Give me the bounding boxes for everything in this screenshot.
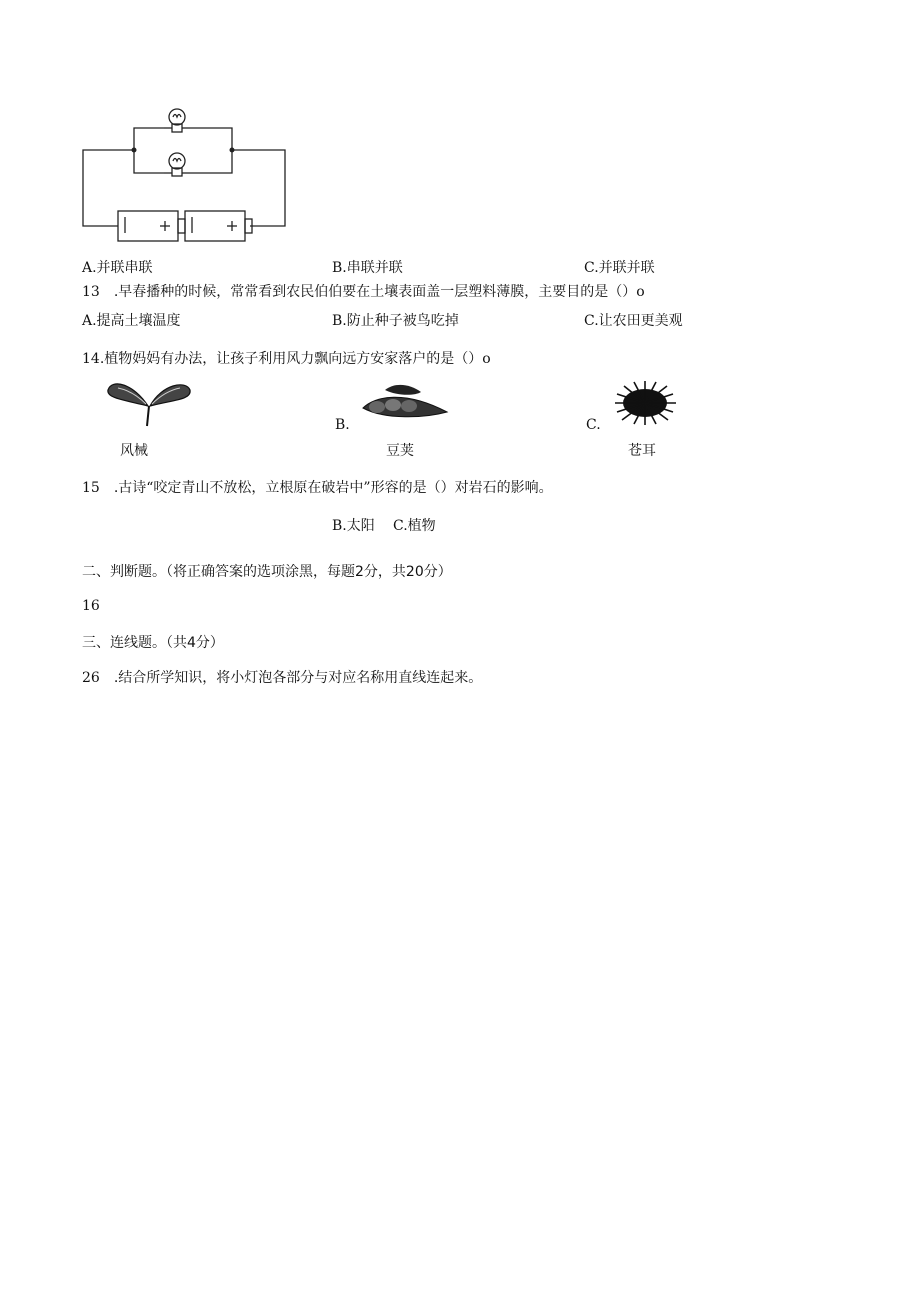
q13-option-c[interactable]: C.让农田更美观 <box>584 313 683 329</box>
q15-option-b[interactable]: B.太阳 <box>332 518 375 534</box>
q12-option-a[interactable]: A.并联串联 <box>82 260 153 276</box>
section2-title: 二、判断题。（将正确答案的选项涂黑，每题2分，共20分） <box>82 564 452 580</box>
cocklebur-icon[interactable] <box>610 378 680 428</box>
circuit-diagram <box>78 105 298 240</box>
q14-question: 14.植物妈妈有办法，让孩子利用风力飘向远方安家落户的是（）o <box>82 351 491 367</box>
pea-pod-icon[interactable] <box>355 378 455 423</box>
section2-first-number: 16 <box>82 598 100 614</box>
q14-option-b-letter[interactable]: B. <box>335 417 350 433</box>
q13-option-a[interactable]: A.提高土壤温度 <box>82 313 181 329</box>
q15-question: 15 .古诗“咬定青山不放松，立根原在破岩中”形容的是（）对岩石的影响。 <box>82 480 553 496</box>
q15-option-c[interactable]: C.植物 <box>393 518 436 534</box>
q14-option-c-letter[interactable]: C. <box>586 417 601 433</box>
q14-caption-c: 苍耳 <box>628 443 656 459</box>
q12-option-b[interactable]: B.串联并联 <box>332 260 403 276</box>
section3-title: 三、连线题。（共4分） <box>82 635 224 651</box>
q14-caption-b: 豆荚 <box>386 443 414 459</box>
q26-question: 26 .结合所学知识，将小灯泡各部分与对应名称用直线连起来。 <box>82 670 483 686</box>
q12-option-c[interactable]: C.并联并联 <box>584 260 655 276</box>
q13-option-b[interactable]: B.防止种子被鸟吃掉 <box>332 313 459 329</box>
maple-seed-icon[interactable] <box>104 378 194 428</box>
q13-question: 13 .早春播种的时候，常常看到农民伯伯要在土壤表面盖一层塑料薄膜，主要目的是（）o <box>82 284 645 300</box>
q14-caption-a: 风械 <box>120 443 148 459</box>
